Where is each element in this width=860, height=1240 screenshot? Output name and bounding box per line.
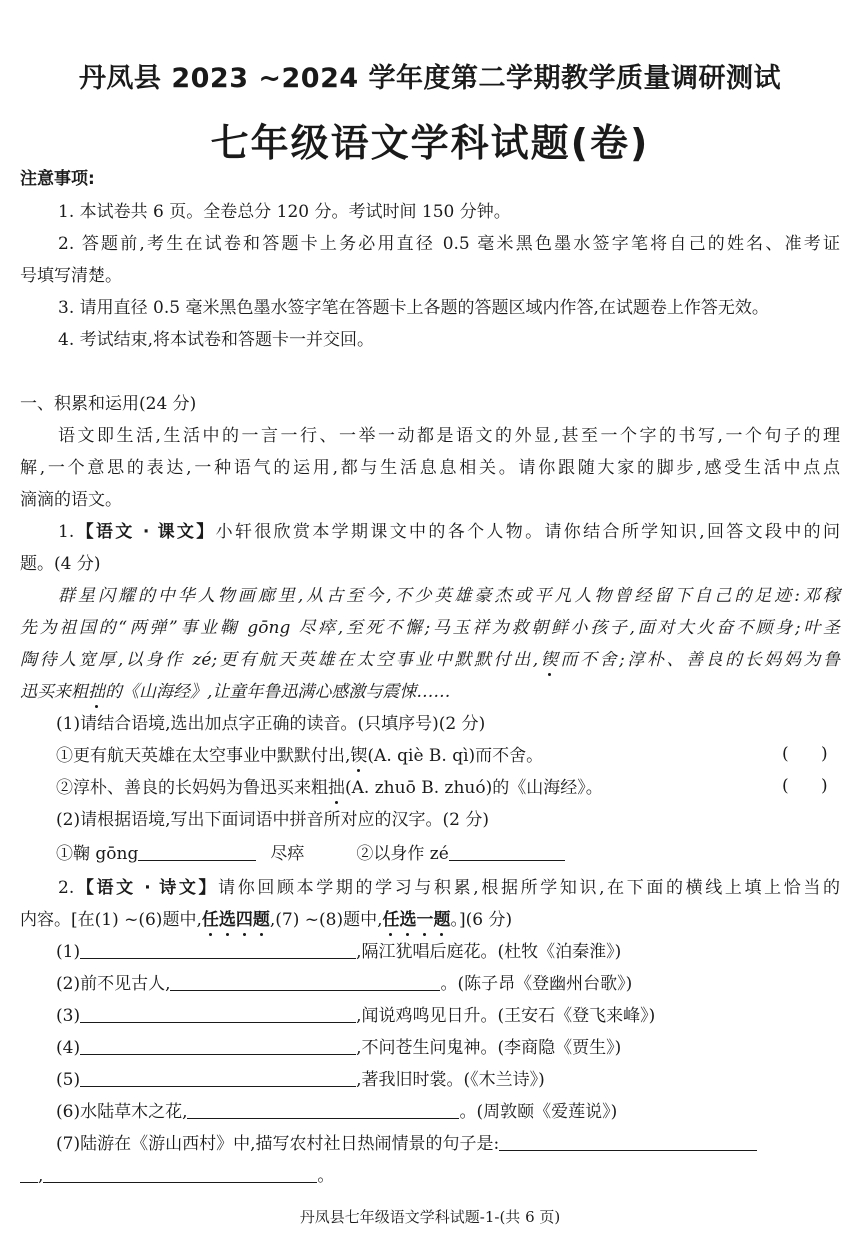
- poem-blank-7a[interactable]: [499, 1133, 757, 1151]
- poem-item-3: [56, 1004, 840, 1028]
- page-footer: 丹凤县七年级语文学科试题-1-(共 6 页): [299, 1208, 561, 1226]
- poem-num: (2)前不见古人,: [56, 974, 171, 994]
- section-intro-3: 滴滴的语文。: [20, 490, 122, 510]
- poem-text: ,闻说鸡鸣见日升。(王安石《登飞来峰》): [356, 1006, 656, 1026]
- poem-item-5: [56, 1068, 840, 1092]
- q1-option-2a: ②淳朴、善良的长妈妈为鲁迅买来粗: [56, 778, 328, 798]
- q2-stem-cont-c: 。](6 分): [450, 910, 513, 930]
- poem-text: ,隔江犹唱后庭花。(杜牧《泊秦淮》): [356, 942, 622, 962]
- poem-text: 。(周敦颐《爱莲说》): [459, 1102, 618, 1122]
- poem-item-4: [56, 1036, 840, 1060]
- poem-text: ,不问苍生问鬼神。(李商隐《贾生》): [356, 1038, 622, 1058]
- q1-passage-3: [20, 648, 840, 672]
- poem-num: (3): [56, 1006, 81, 1026]
- poem-blank-7c[interactable]: [43, 1165, 317, 1183]
- poem-item-1: [56, 940, 840, 964]
- emphasis-choose-four: 任选四题: [201, 910, 270, 930]
- q1-sub-2: (2)请根据语境,写出下面词语中拼音所对应的汉字。(2 分): [56, 810, 489, 830]
- answer-paren-2[interactable]: ( ): [782, 776, 828, 796]
- q1-passage-3b: 而不舍;淳朴、善良的长妈妈为鲁: [560, 650, 840, 670]
- poem-blank-4[interactable]: [80, 1037, 356, 1055]
- poem-comma: ,: [38, 1166, 44, 1186]
- q1-passage-2: 先为祖国的“两弹”事业鞠 gōng 尽瘁,至死不懈;马玉祥为救朝鲜小孩子,面对大火奋不顾身;叶圣: [20, 618, 840, 638]
- poem-text: 。(陈子昂《登幽州台歌》): [440, 974, 633, 994]
- q2-tag: 【语文 · 诗文】: [74, 878, 219, 898]
- q1-passage-4a: 迅买来粗: [20, 682, 88, 702]
- exam-subtitle: 七年级语文学科试题(卷): [210, 121, 650, 165]
- q1-fill-row: [56, 842, 840, 866]
- q1-stem-text: 小轩很欣赏本学期课文中的各个人物。请你结合所学知识,回答文段中的问: [215, 522, 841, 542]
- poem-num: (5): [56, 1070, 81, 1090]
- q1-stem-cont: 题。(4 分): [20, 554, 101, 574]
- poem-text: (7)陆游在《游山西村》中,描写农村社日热闹情景的句子是:: [56, 1134, 500, 1154]
- q1-passage-4b: 的《山海经》,让童年鲁迅满心感激与震悚……: [105, 682, 451, 702]
- q1-option-2: [56, 776, 840, 800]
- q1-option-1a: ①更有航天英雄在太空事业中默默付出,: [56, 746, 351, 766]
- poem-blank-6[interactable]: [187, 1101, 459, 1119]
- section-intro-1: 语文即生活,生活中的一言一行、一举一动都是语文的外显,甚至一个字的书写,一个句子的理: [58, 426, 840, 446]
- answer-paren-1[interactable]: ( ): [782, 744, 828, 764]
- notice-item-2a: 2. 答题前,考生在试卷和答题卡上务必用直径 0.5 毫米黑色墨水签字笔将自己的姓名、准考证: [58, 234, 840, 254]
- poem-blank-2[interactable]: [170, 973, 440, 991]
- fill-blank-1[interactable]: [138, 843, 256, 861]
- fill-1-suffix: 尽瘁: [270, 844, 305, 864]
- notice-item-3: 3. 请用直径 0.5 毫米黑色墨水签字笔在答题卡上各题的答题区域内作答,在试题卷上作答无效。: [58, 298, 769, 318]
- q1-option-1: [56, 744, 840, 768]
- poem-item-2: [56, 972, 840, 996]
- fill-blank-2[interactable]: [449, 843, 565, 861]
- q2-number: 2.: [58, 878, 75, 898]
- poem-blank-3[interactable]: [80, 1005, 356, 1023]
- poem-blank-7b[interactable]: [20, 1165, 38, 1183]
- q1-sub-1: (1)请结合语境,选出加点字正确的读音。(只填序号)(2 分): [56, 714, 486, 734]
- poem-num: (6)水陆草木之花,: [56, 1102, 188, 1122]
- q1-option-2b: (A. zhuō B. zhuó)的《山海经》。: [345, 778, 603, 798]
- notice-item-4: 4. 考试结束,将本试卷和答题卡一并交回。: [58, 330, 375, 350]
- poem-blank-5[interactable]: [80, 1069, 356, 1087]
- dotted-char: 锲: [350, 746, 368, 766]
- section-heading: 一、积累和运用(24 分): [20, 394, 197, 414]
- poem-num: (4): [56, 1038, 81, 1058]
- q2-stem-cont-a: 内容。[在(1) ~(6)题中,: [20, 910, 202, 930]
- q1-number: 1.: [58, 522, 75, 542]
- q1-option-1b: (A. qiè B. qì)而不舍。: [367, 746, 544, 766]
- q1-passage-1: 群星闪耀的中华人物画廊里,从古至今,不少英雄豪杰或平凡人物曾经留下自己的足迹:邓稼: [58, 586, 840, 606]
- poem-item-7: [56, 1132, 840, 1156]
- q2-stem: [58, 876, 840, 900]
- q2-stem-text: 请你回顾本学期的学习与积累,根据所学知识,在下面的横线上填上恰当的: [218, 878, 841, 898]
- exam-title: 丹凤县 2023 ~2024 学年度第二学期教学质量调研测试: [78, 63, 782, 94]
- q2-stem-cont: [20, 908, 840, 932]
- q1-passage-4: [20, 680, 840, 704]
- q1-stem: [58, 520, 840, 544]
- q2-stem-cont-b: ,(7) ~(8)题中,: [269, 910, 383, 930]
- poem-item-7-cont: [20, 1164, 840, 1188]
- poem-num: (1): [56, 942, 81, 962]
- emphasis-choose-one: 任选一题: [382, 910, 451, 930]
- section-intro-2: 解,一个意思的表达,一种语气的运用,都与生活息息相关。请你跟随大家的脚步,感受生活中点点: [20, 458, 840, 478]
- fill-2-label: ②以身作 zé: [356, 844, 449, 864]
- fill-1-label: ①鞠 gōng: [56, 844, 139, 864]
- poem-period: 。: [317, 1166, 335, 1186]
- notice-heading: 注意事项:: [20, 169, 95, 189]
- q1-passage-3a: 陶待人宽厚,以身作 zé;更有航天英雄在太空事业中默默付出,: [20, 650, 539, 670]
- notice-item-1: 1. 本试卷共 6 页。全卷总分 120 分。考试时间 150 分钟。: [58, 202, 511, 222]
- dotted-char: 拙: [328, 778, 345, 798]
- dotted-char: 拙: [88, 682, 105, 702]
- poem-blank-1[interactable]: [80, 941, 356, 959]
- notice-item-2b: 号填写清楚。: [20, 266, 122, 286]
- poem-item-6: [56, 1100, 840, 1124]
- q1-tag: 【语文 · 课文】: [74, 522, 216, 542]
- poem-text: ,著我旧时裳。(《木兰诗》): [356, 1070, 545, 1090]
- dotted-char: 锲: [538, 650, 561, 670]
